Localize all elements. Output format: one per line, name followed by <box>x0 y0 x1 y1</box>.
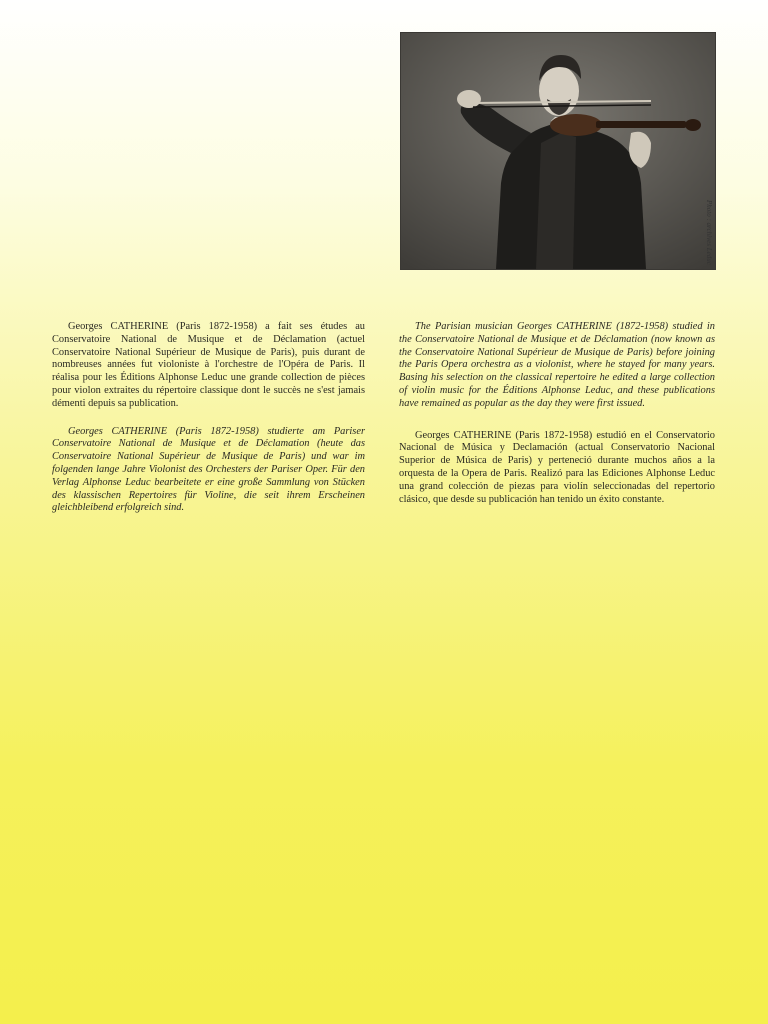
photo-credit: Photo : archives Leduc <box>705 200 713 265</box>
right-column <box>399 321 715 506</box>
paragraph-spanish: Georges CATHERINE (Paris 1872-1958) estudió en el Conservatorio Nacional de Música y Declamación (actual Conservatorio Nacional Superior de Música de Paris) y perteneció durante muchos años a la orquesta de la Opera de Paris. Realizó para las Ediciones Alphonse Leduc una grand colección de piezas para violín seleccionadas del repertorio clásico, que desde su publicación han tenido un éxito constante. <box>399 429 715 505</box>
violinist-photo <box>400 32 716 270</box>
paragraph-german: Georges CATHERINE (Paris 1872-1958) studierte am Pariser Conservatoire National de Musique et de Déclamation (heute das Conservatoire National Supérieur de Musique de Paris) und war im folgenden lange Jahre Violonist des Orchesters der Pariser Oper. Für den Verlag Alphonse Leduc bearbeitete er eine große Sammlung von Stücken des klassischen Repertoires für Violine, die seit ihrem Erscheinen gleichbleibend erfolgreich sind. <box>52 425 365 514</box>
violinist-illustration <box>401 33 715 269</box>
paragraph-english: The Parisian musician Georges CATHERINE (1872-1958) studied in the Conservatoire National de Musique et de Déclamation (now known as the Conservatoire National Supérieur de Musique de Paris) before joining the Paris Opera orchestra as a violonist, where he stayed for many years. Basing his selection on the classical repertoire he edited a large collection of violin music for the Éditions Alphonse Leduc, and these publications have remained as popular as the day they were first issued. <box>399 321 715 409</box>
left-column <box>52 321 365 515</box>
paragraph-french: Georges CATHERINE (Paris 1872-1958) a fait ses études au Conservatoire National de Musique et de Déclamation (actuel Conservatoire National Supérieur de Musique de Paris), puis durant de nombreuses années fut violoniste à l'orchestre de l'Opéra de Paris. Il réalisa pour les Éditions Alphonse Leduc une grande collection de pièces pour violon extraites du répertoire classique dont le succès ne s'est jamais démenti depuis sa publication. <box>52 321 365 409</box>
